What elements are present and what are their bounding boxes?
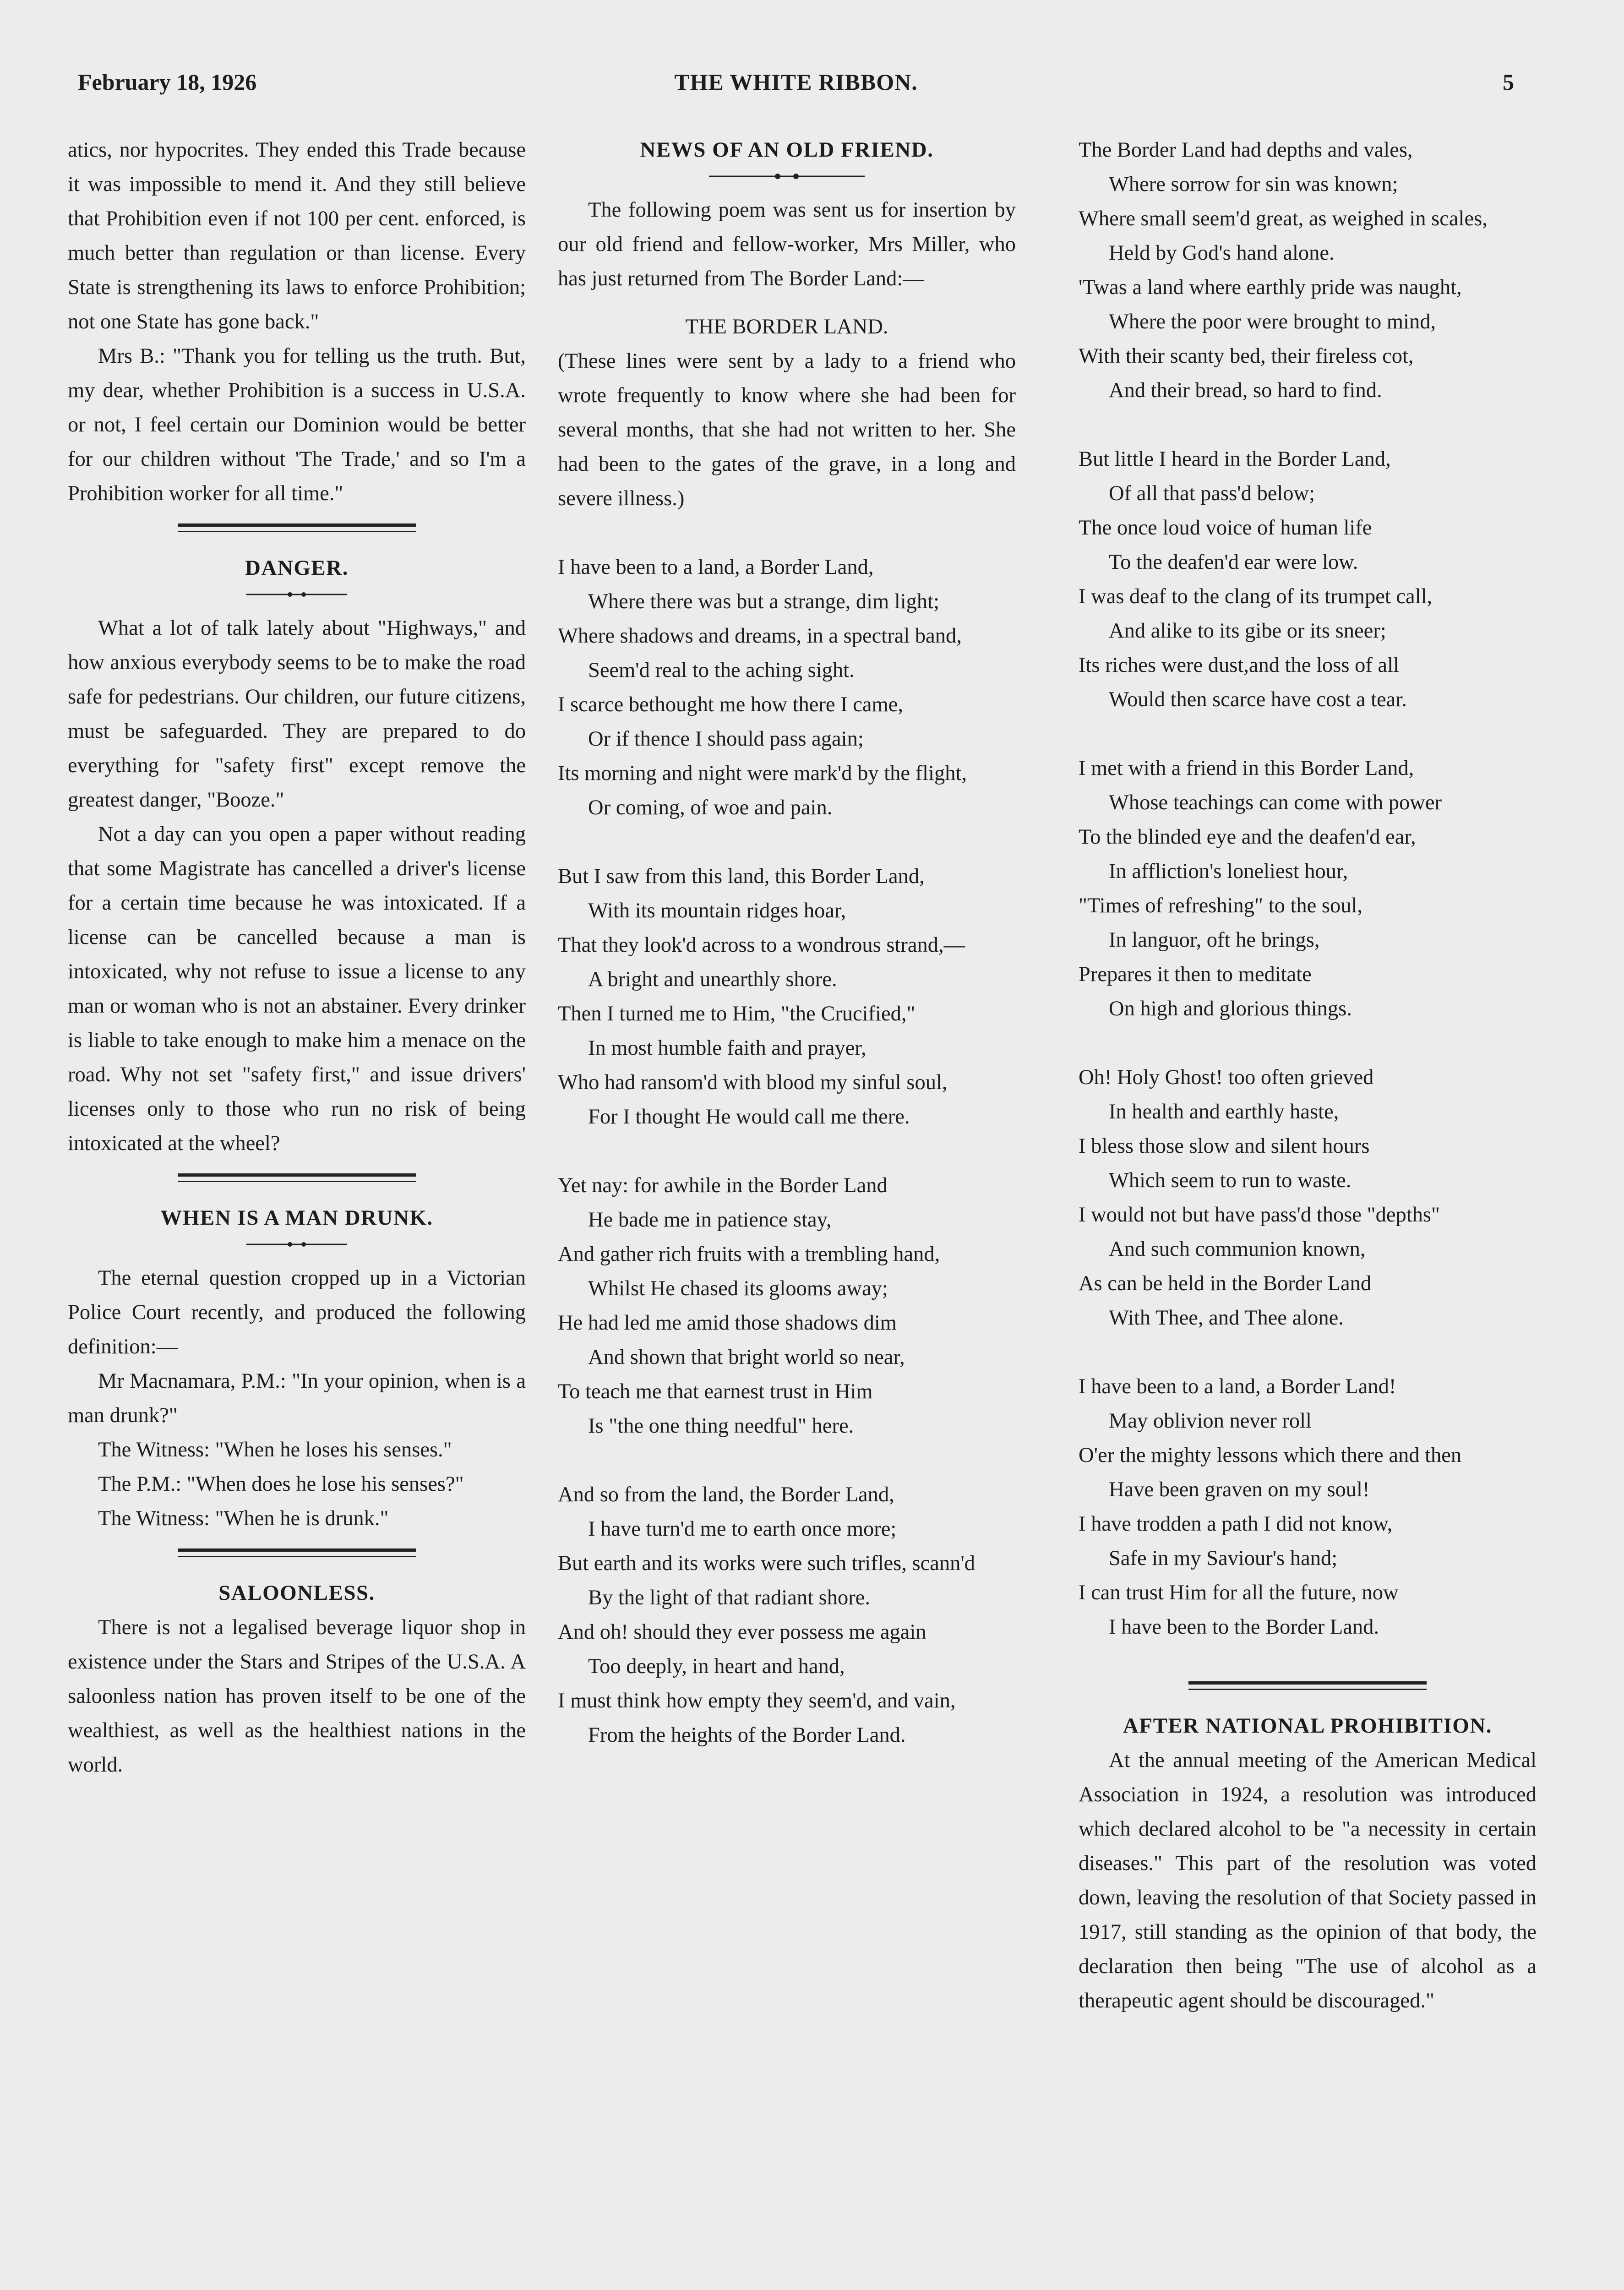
page-header (78, 69, 1514, 105)
poem-line: Which seem to run to waste. (1109, 1169, 1352, 1192)
poem-line: Too deeply, in heart and hand, (588, 1655, 845, 1678)
poem-line: But I saw from this land, this Border Land, (558, 865, 925, 888)
poem-line: In most humble faith and prayer, (588, 1036, 866, 1060)
poem-line: I was deaf to the clang of its trumpet call, (1079, 585, 1433, 608)
ornament-divider (709, 172, 865, 181)
masthead-title: THE WHITE RIBBON. (674, 69, 918, 95)
continued-paragraph: Mrs B.: "Thank you for telling us the truth. But, my dear, whether Prohibition is a success in U.S.A. or not, I feel certain our Dominion would be better for our children without 'The Trade,' and so I'm a Prohibition worker for all time." (68, 344, 526, 505)
drunk-paragraph: Mr Macnamara, P.M.: "In your opinion, when is a man drunk?" (68, 1369, 526, 1427)
poem-line: In affliction's loneliest hour, (1109, 860, 1348, 883)
poem-line: I can trust Him for all the future, now (1079, 1581, 1399, 1604)
drunk-paragraph: The P.M.: "When does he lose his senses?" (98, 1472, 464, 1496)
poem-line: In health and earthly haste, (1109, 1100, 1339, 1123)
poem-line: As can be held in the Border Land (1079, 1272, 1372, 1295)
danger-paragraph: Not a day can you open a paper without reading that some Magistrate has cancelled a driver's license for a certain time because he was intoxicated. If a license can be cancelled because a man is intoxicated, why not refuse to issue a license to any man or woman who is not an abstainer. Every drinker is liable to take enough to make him a menace on the road. Why not set "safety first," and issue drivers' licenses only to those who run no risk of being intoxicated at the wheel? (68, 823, 526, 1155)
poem-line: Or coming, of woe and pain. (588, 796, 833, 819)
poem-line: A bright and unearthly shore. (588, 968, 837, 991)
news-heading: NEWS OF AN OLD FRIEND. (640, 138, 934, 162)
danger-heading: DANGER. (245, 556, 349, 580)
poem-line: Prepares it then to meditate (1079, 963, 1312, 986)
after-prohibition-paragraph: At the annual meeting of the American Medical Association in 1924, a resolution was introduced which declared alcohol to be "a necessity in certain diseases." This part of the resolution was voted down, leaving the resolution of that Society passed in 1917, still standing as the opinion of that body, the declaration then being "The use of alcohol as a therapeutic agent should be discouraged." (1079, 1749, 1537, 2012)
poem-line: "Times of refreshing" to the soul, (1079, 894, 1363, 917)
poem-line: Then I turned me to Him, "the Crucified," (558, 1002, 916, 1025)
poem-stanza (558, 550, 1016, 825)
poem-line: Would then scarce have cost a tear. (1109, 688, 1407, 711)
issue-date: February 18, 1926 (78, 69, 257, 95)
poem-line: And gather rich fruits with a trembling hand, (558, 1243, 940, 1266)
poem-line: And shown that bright world so near, (588, 1346, 905, 1369)
danger-paragraph: What a lot of talk lately about "Highways," and how anxious everybody seems to be to make the road safe for pedestrians. Our children, our future citizens, must be safeguarded. They are prepared to do everything for "safety first" except remove the greatest danger, "Booze." (68, 616, 526, 812)
poem-stanza (1079, 751, 1537, 1026)
ornament-divider (246, 590, 347, 599)
poem-title: THE BORDER LAND. (685, 315, 888, 338)
column-3 (1079, 133, 1537, 2018)
poem-stanza (1079, 133, 1537, 408)
poem-line: Its riches were dust,and the loss of all (1079, 654, 1399, 677)
poem-line: Held by God's hand alone. (1109, 241, 1335, 265)
after-prohibition-heading: AFTER NATIONAL PROHIBITION. (1123, 1714, 1493, 1738)
poem-line: Where the poor were brought to mind, (1109, 310, 1436, 333)
poem-line: To the blinded eye and the deafen'd ear, (1079, 825, 1416, 849)
poem-line: I have been to a land, a Border Land! (1079, 1375, 1396, 1398)
poem-note: (These lines were sent by a lady to a friend who wrote frequently to know where she had been for several months, that she had not written to her. She had been to the gates of the grave, in a long and severe illness.) (558, 349, 1016, 510)
poem-line: For I thought He would call me there. (588, 1105, 910, 1129)
poem-line: On high and glorious things. (1109, 997, 1352, 1020)
poem-line: Where sorrow for sin was known; (1109, 173, 1398, 196)
drunk-paragraph: The Witness: "When he loses his senses." (98, 1438, 452, 1461)
drunk-paragraph: The eternal question cropped up in a Victorian Police Court recently, and produced the following definition:— (68, 1266, 526, 1358)
column-1 (68, 133, 526, 1782)
poem-line: But little I heard in the Border Land, (1079, 447, 1391, 471)
poem-line: With their scanty bed, their fireless cot, (1079, 344, 1414, 368)
poem-line: Is "the one thing needful" here. (588, 1414, 854, 1438)
poem-line: Where small seem'd great, as weighed in scales, (1079, 207, 1488, 230)
poem-line: Its morning and night were mark'd by the flight, (558, 762, 967, 785)
poem-line: To teach me that earnest trust in Him (558, 1380, 873, 1403)
poem-line: And so from the land, the Border Land, (558, 1483, 894, 1506)
poem-line: He bade me in patience stay, (588, 1208, 832, 1232)
poem-line: The Border Land had depths and vales, (1079, 138, 1413, 162)
poem-stanza (1079, 442, 1537, 717)
page-number: 5 (1503, 69, 1514, 95)
drunk-heading: WHEN IS A MAN DRUNK. (160, 1206, 433, 1230)
poem-line: Whilst He chased its glooms away; (588, 1277, 888, 1300)
poem-line: Who had ransom'd with blood my sinful soul, (558, 1071, 948, 1094)
poem-line: I scarce bethought me how there I came, (558, 693, 903, 716)
poem-line: The once loud voice of human life (1079, 516, 1372, 540)
poem-line: I must think how empty they seem'd, and vain, (558, 1689, 956, 1712)
poem-line: Where there was but a strange, dim light; (588, 590, 940, 613)
poem-line: Seem'd real to the aching sight. (588, 659, 855, 682)
poem-line: That they look'd across to a wondrous strand,— (558, 933, 965, 957)
news-intro: The following poem was sent us for insertion by our old friend and fellow-worker, Mrs Miller, who has just returned from The Border Land:— (558, 198, 1016, 290)
poem-line: Where shadows and dreams, in a spectral band, (558, 624, 962, 648)
poem-line: And their bread, so hard to find. (1109, 379, 1382, 402)
poem-line: I have trodden a path I did not know, (1079, 1512, 1393, 1536)
poem-part-1 (558, 550, 1016, 1752)
poem-line: Safe in my Saviour's hand; (1109, 1547, 1338, 1570)
section-divider (178, 1171, 416, 1189)
poem-line: He had led me amid those shadows dim (558, 1311, 897, 1335)
section-divider (1188, 1679, 1427, 1697)
poem-line: I have been to the Border Land. (1109, 1615, 1379, 1639)
poem-stanza (558, 859, 1016, 1134)
poem-line: Oh! Holy Ghost! too often grieved (1079, 1066, 1374, 1089)
poem-line: From the heights of the Border Land. (588, 1723, 906, 1747)
poem-part-2 (1079, 133, 1537, 1644)
poem-line: O'er the mighty lessons which there and then (1079, 1444, 1462, 1467)
poem-line: And oh! should they ever possess me again (558, 1620, 926, 1644)
poem-line: Have been graven on my soul! (1109, 1478, 1370, 1501)
poem-line: Yet nay: for awhile in the Border Land (558, 1174, 888, 1197)
section-divider (178, 521, 416, 539)
poem-line: I have turn'd me to earth once more; (588, 1517, 897, 1541)
poem-stanza (558, 1478, 1016, 1752)
poem-line: I bless those slow and silent hours (1079, 1134, 1370, 1158)
poem-line: Of all that pass'd below; (1109, 482, 1315, 505)
poem-line: I met with a friend in this Border Land, (1079, 757, 1414, 780)
poem-line: And alike to its gibe or its sneer; (1109, 619, 1386, 643)
poem-line: But earth and its works were such trifles, scann'd (558, 1552, 975, 1575)
column-2 (558, 133, 1016, 1787)
poem-line: Or if thence I should pass again; (588, 727, 864, 751)
poem-line: 'Twas a land where earthly pride was naught, (1079, 276, 1462, 299)
poem-stanza (558, 1168, 1016, 1443)
poem-line: Whose teachings can come with power (1109, 791, 1442, 814)
ornament-divider (246, 1240, 347, 1249)
poem-line: In languor, oft he brings, (1109, 928, 1320, 952)
poem-line: By the light of that radiant shore. (588, 1586, 870, 1609)
poem-line: With Thee, and Thee alone. (1109, 1306, 1344, 1330)
poem-line: And such communion known, (1109, 1238, 1366, 1261)
poem-stanza (1079, 1060, 1537, 1335)
poem-line: With its mountain ridges hoar, (588, 899, 846, 922)
poem-line: I have been to a land, a Border Land, (558, 556, 874, 579)
poem-line: To the deafen'd ear were low. (1109, 551, 1358, 574)
saloonless-paragraph: There is not a legalised beverage liquor shop in existence under the Stars and Stripes of the U.S.A. A saloonless nation has proven itself to be one of the wealthiest, as well as the healthiest nations in the world. (68, 1616, 526, 1777)
saloonless-heading: SALOONLESS. (218, 1581, 375, 1605)
drunk-paragraph: The Witness: "When he is drunk." (98, 1507, 389, 1530)
section-divider (178, 1546, 416, 1564)
continued-paragraph: atics, nor hypocrites. They ended this Trade because it was impossible to mend it. And they still believe that Prohibition even if not 100 per cent. enforced, is much better than regulation or than license. Every State is strengthening its laws to enforce Prohibition; not one State has gone back." (68, 138, 526, 333)
poem-line: I would not but have pass'd those "depths" (1079, 1203, 1440, 1227)
poem-stanza (1079, 1369, 1537, 1644)
poem-line: May oblivion never roll (1109, 1409, 1312, 1433)
